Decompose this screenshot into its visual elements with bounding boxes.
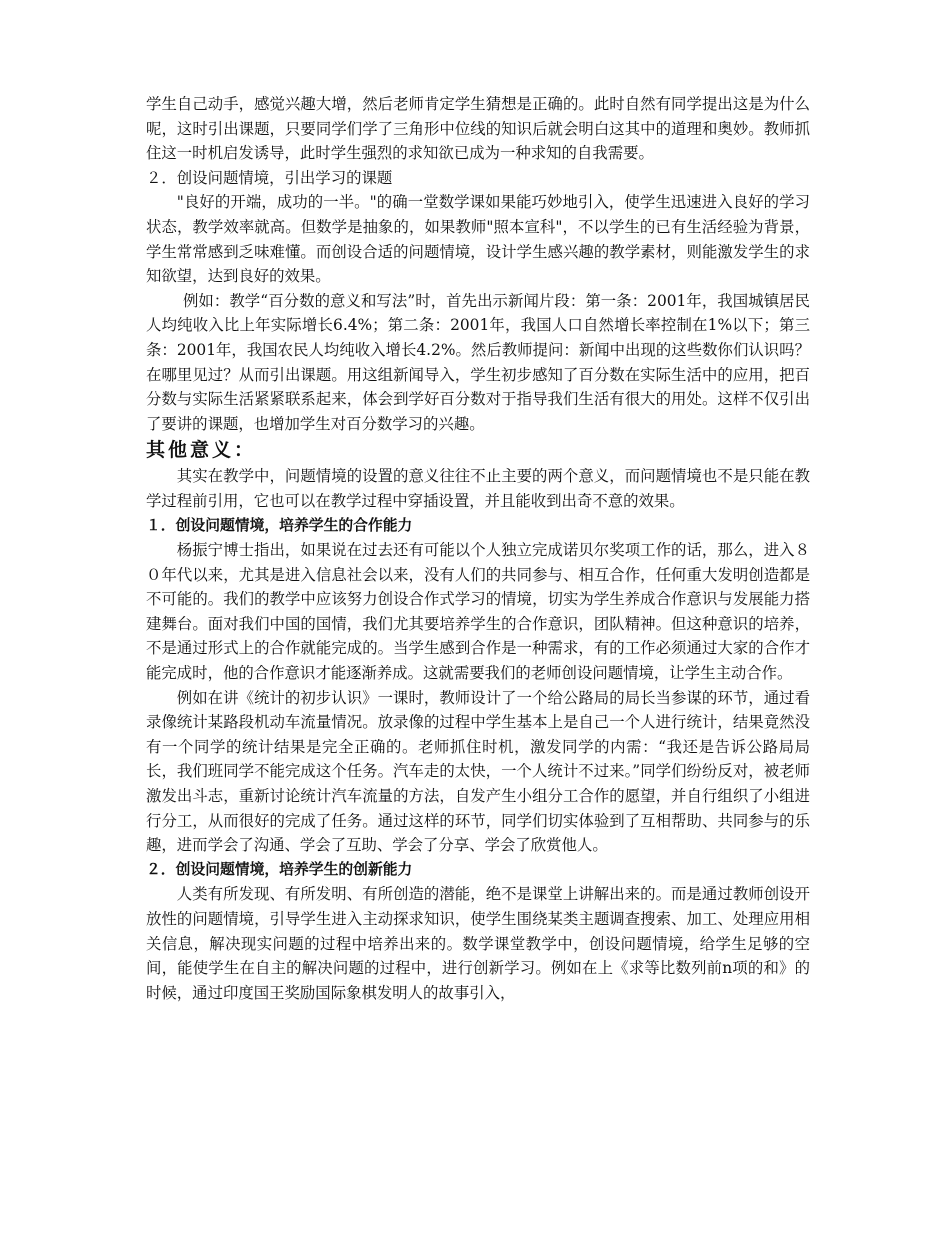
section-title-create-situation: ２．创设问题情境，引出学习的课题 bbox=[146, 168, 393, 187]
heading-other-meanings: 其他意义： bbox=[146, 439, 257, 462]
paragraph-cooperation: 杨振宁博士指出，如果说在过去还有可能以个人独立完成诺贝尔奖项工作的话，那么，进入８０年代以来，尤其是进入信息社会以来，没有人们的共同参与、相互合作，任何重大发明创造都是不可能的。我们的教学中应该努力创设合作式学习的情境，切实为学生养成合作意识与发展能力搭建舞台。面对我们中国的国情，我们尤其要培养学生的合作意识，团队精神。但这种意识的培养，不是通过形式上的合作就能完成的。当学生感到合作是一种需求，有的工作必须通过大家的合作才能完成时，他的合作意识才能逐渐养成。这就需要我们的老师创设问题情境，让学生主动合作。 bbox=[146, 541, 810, 683]
paragraph-percent-example: 例如：教学“百分数的意义和写法”时，首先出示新闻片段：第一条：2001年，我国城镇居民人均纯收入比上年实际增长6.4%；第二条：2001年，我国人口自然增长率控制在1%以下；第三条：2001年，我国农民人均纯收入增长4.2%。然后教师提问：新闻中出现的这些数你们认识吗？在哪里见过？从而引出课题。用这组新闻导入，学生初步感知了百分数在实际生活中的应用，把百分数与实际生活紧紧联系起来，体会到学好百分数对于指导我们生活有很大的用处。这样不仅引出了要讲的课题，也增加学生对百分数学习的兴趣。 bbox=[146, 291, 810, 433]
paragraph-other-meanings: 其实在教学中，问题情境的设置的意义往往不止主要的两个意义，而问题情境也不是只能在教学过程前引用，它也可以在教学过程中穿插设置，并且能收到出奇不意的效果。 bbox=[146, 467, 810, 510]
paragraph-statistics-example: 例如在讲《统计的初步认识》一课时，教师设计了一个给公路局的局长当参谋的环节，通过看录像统计某路段机动车流量情况。放录像的过程中学生基本上是自己一个人进行统计，结果竟然没有一个同学的统计结果是完全正确的。老师抓住时机，激发同学的内需：“我还是告诉公路局局长，我们班同学不能完成这个任务。汽车走的太快，一个人统计不过来。”同学们纷纷反对，被老师激发出斗志，重新讨论统计汽车流量的方法，自发产生小组分工合作的愿望，并自行组织了小组进行分工，从而很好的完成了任务。通过这样的环节，同学们切实体验到了互相帮助、共同参与的乐趣，进而学会了沟通、学会了互助、学会了分享、学会了欣赏他人。 bbox=[146, 688, 810, 855]
paragraph-innovation: 人类有所发现、有所发明、有所创造的潜能，绝不是课堂上讲解出来的。而是通过教师创设开放性的问题情境，引导学生进入主动探求知识，使学生围绕某类主题调查搜索、加工、处理应用相关信息，解决现实问题的过程中培养出来的。数学课堂教学中，创设问题情境，给学生足够的空间，能使学生在自主的解决问题的过程中，进行创新学习。例如在上《求等比数列前n项的和》的时候，通过印度国王奖励国际象棋发明人的故事引入， bbox=[146, 885, 810, 1002]
paragraph-good-start: "良好的开端，成功的一半。"的确一堂数学课如果能巧妙地引入，使学生迅速进入良好的学习状态，教学效率就高。但数学是抽象的，如果教师"照本宣科"，不以学生的已有生活经验为背景，学生常常感到乏味难懂。而创设合适的问题情境，设计学生感兴趣的教学素材，则能激发学生的求知欲望，达到良好的效果。 bbox=[146, 193, 810, 286]
document-page bbox=[146, 92, 810, 1005]
section-title-cooperation: １．创设问题情境，培养学生的合作能力 bbox=[146, 516, 413, 534]
section-title-innovation: ２．创设问题情境，培养学生的创新能力 bbox=[146, 860, 413, 878]
paragraph-intro-continuation: 学生自己动手，感觉兴趣大增，然后老师肯定学生猜想是正确的。此时自然有同学提出这是为什么呢，这时引出课题，只要同学们学了三角形中位线的知识后就会明白这其中的道理和奥妙。教师抓住这一时机启发诱导，此时学生强烈的求知欲已成为一种求知的自我需要。 bbox=[146, 95, 810, 163]
